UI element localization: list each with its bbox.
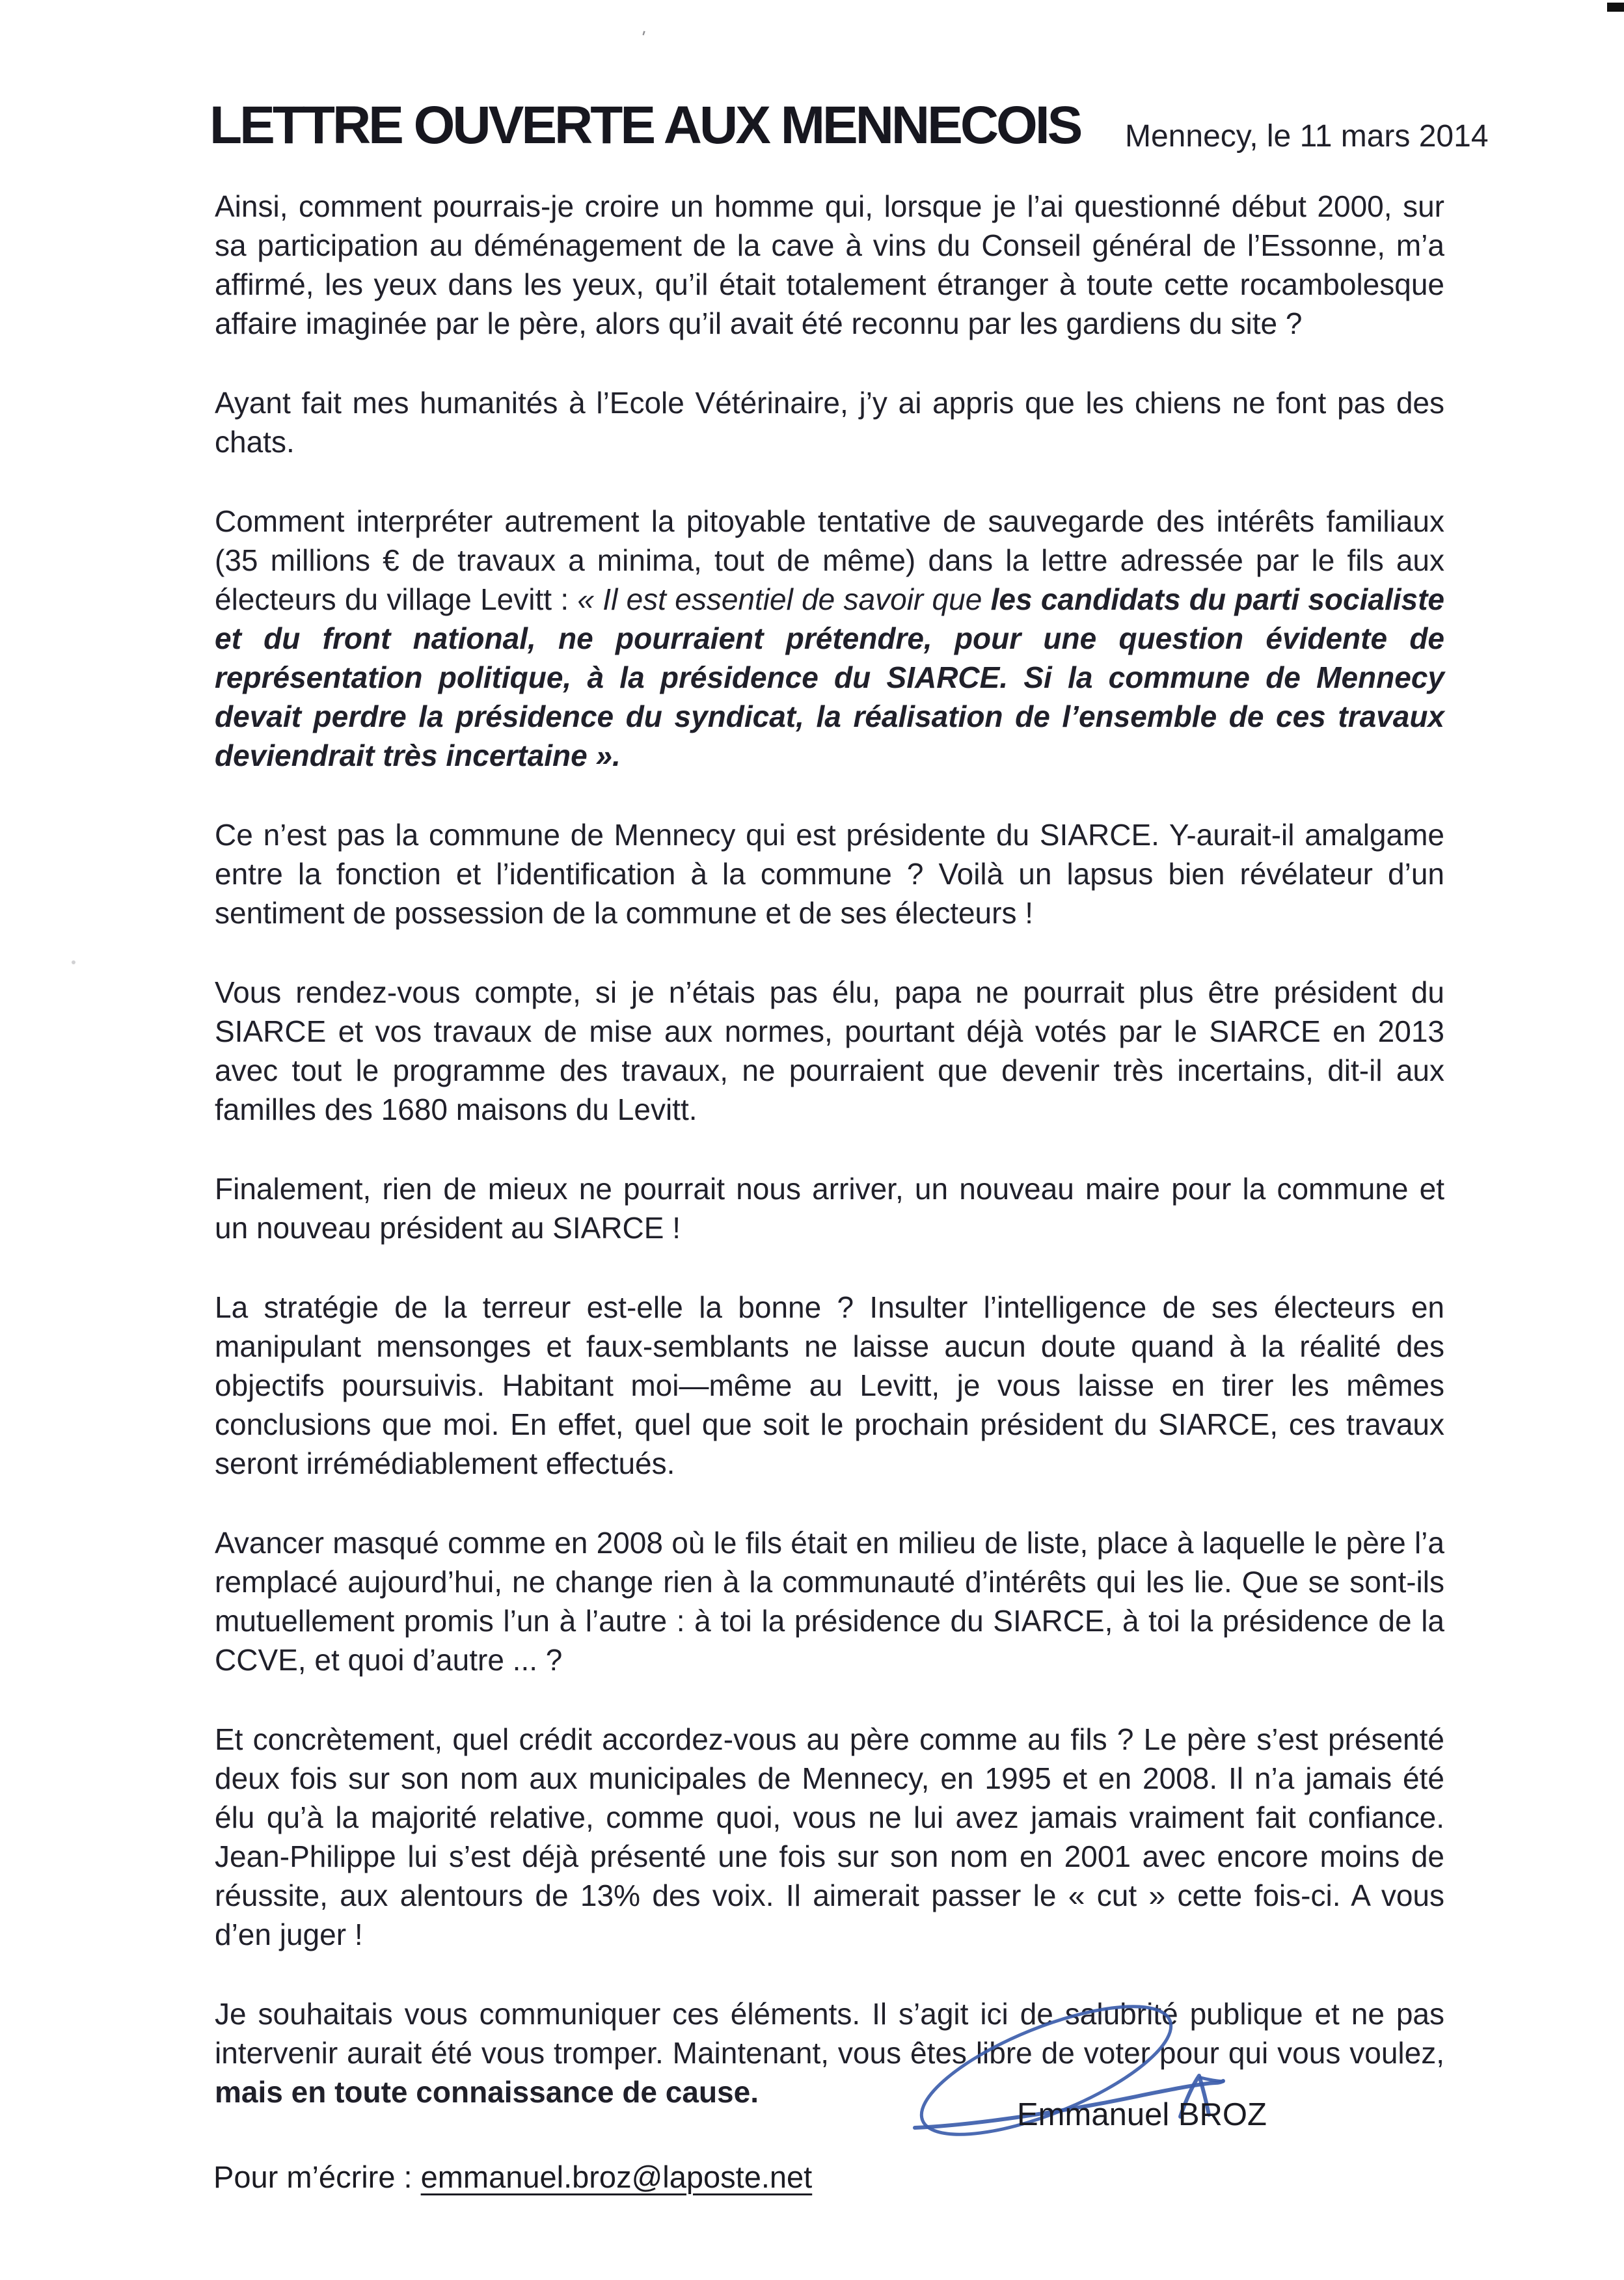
paragraph: Avancer masqué comme en 2008 où le fils était en milieu de liste, place à laquelle le père l’a remplacé aujourd’hui, ne change rien à la communauté d’intérêts qui les lie. Que se sont-ils mutuellement promis l’un à l’autre : à toi la présidence du SIARCE, à toi la présidence de la CCVE, et quoi d’autre ... ?	[215, 1526, 1444, 1677]
paragraph: Finalement, rien de mieux ne pourrait nous arriver, un nouveau maire pour la commune et un nouveau président au SIARCE !	[215, 1172, 1444, 1245]
paragraph: Comment interpréter autrement la pitoyable tentative de sauvegarde des intérêts familiaux (35 millions € de travaux a minima, tout de même) dans la lettre adressée par le fils aux électeurs du village Levitt : « Il est essentiel de savoir que les candidats du parti socialiste et du front national, ne pourraient prétendre, pour une question évidente de représentation politique, à la présidence du SIARCE. Si la commune de Mennecy devait perdre la présidence du syndicat, la réalisation de l’ensemble de ces travaux deviendrait très incertaine ».	[215, 504, 1444, 772]
paragraph: La stratégie de la terreur est-elle la bonne ? Insulter l’intelligence de ses électeurs en manipulant mensonges et faux-semblants ne laisse aucun doute quand à la réalité des objectifs poursuivis. Habitant moi—même au Levitt, je vous laisse en tirer les mêmes conclusions que moi. En effet, quel que soit le prochain président du SIARCE, ces travaux seront irrémédiablement effectués.	[215, 1290, 1444, 1480]
letter-body	[215, 187, 1444, 2152]
scan-dot-artifact	[72, 960, 75, 964]
paragraph: Ce n’est pas la commune de Mennecy qui est présidente du SIARCE. Y-aurait-il amalgame entre la fonction et l’identification à la commune ? Voilà un lapsus bien révélateur d’un sentiment de possession de la commune et de ses électeurs !	[215, 818, 1444, 930]
paragraph: Je souhaitais vous communiquer ces éléments. Il s’agit ici de salubrité publique et ne pas intervenir aurait été vous tromper. Maintenant, vous êtes libre de voter pour qui vous voulez, mais en toute connaissance de cause.	[215, 1997, 1444, 2109]
signatory-name: Emmanuel BROZ	[1017, 2097, 1267, 2132]
contact-label: Pour m’écrire :	[213, 2160, 421, 2194]
scan-corner-artifact	[1607, 3, 1624, 12]
contact-email-link[interactable]: emmanuel.broz@laposte.net	[420, 2160, 813, 2194]
dateline: Mennecy, le 11 mars 2014	[1125, 119, 1489, 154]
paragraph: Et concrètement, quel crédit accordez-vous au père comme au fils ? Le père s’est présenté deux fois sur son nom aux municipales de Mennecy, en 1995 et en 2008. Il n’a jamais été élu qu’à la majorité relative, comme quoi, vous ne lui avez jamais vraiment fait confiance. Jean-Philippe lui s’est déjà présenté une fois sur son nom en 2001 avec encore moins de réussite, aux alentours de 13% des voix. Il aimerait passer le « cut » cette fois-ci. A vous d’en juger !	[215, 1722, 1444, 1951]
scan-speck-artifact: '	[637, 27, 647, 49]
paragraph: Ainsi, comment pourrais-je croire un homme qui, lorsque je l’ai questionné début 2000, sur sa participation au déménagement de la cave à vins du Conseil général de l’Essonne, m’a affirmé, les yeux dans les yeux, qu’il était totalement étranger à toute cette rocambolesque affaire imaginée par le père, alors qu’il avait été reconnu par les gardiens du site ?	[215, 189, 1444, 340]
paragraph: Vous rendez-vous compte, si je n’étais pas élu, papa ne pourrait plus être président du SIARCE et vos travaux de mise aux normes, pourtant déjà votés par le SIARCE en 2013 avec tout le programme des travaux, ne pourraient que devenir très incertains, dit-il aux familles des 1680 maisons du Levitt.	[215, 975, 1444, 1126]
page-title: LETTRE OUVERTE AUX MENNECOIS	[210, 96, 1081, 155]
paragraph: Ayant fait mes humanités à l’Ecole Vétérinaire, j’y ai appris que les chiens ne font pas des chats.	[215, 386, 1444, 459]
contact-line	[213, 2159, 812, 2195]
